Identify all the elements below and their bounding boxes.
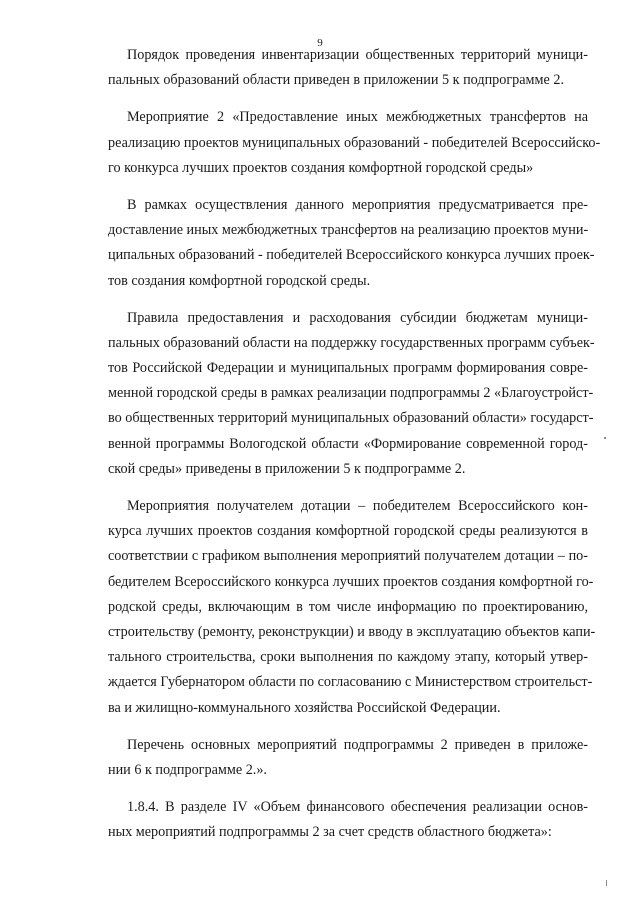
- text-line: пальных образований области на поддержку государственных программ субъек-: [108, 334, 595, 351]
- text-line: соответствии с графиком выполнения мероприятий получателем дотации – по-: [108, 548, 588, 565]
- paragraph: [108, 733, 588, 783]
- page-number: 9: [317, 37, 323, 49]
- paragraph: [108, 193, 595, 294]
- text-line: го конкурса лучших проектов создания комфортной городской среды»: [108, 159, 534, 176]
- text-line: ской среды» приведены в приложении 5 к подпрограмме 2.: [108, 460, 466, 477]
- text-line: В рамках осуществления данного мероприятия предусматривается пре-: [127, 196, 588, 213]
- text-line: Порядок проведения инвентаризации общественных территорий муници-: [127, 47, 588, 63]
- text-line: реализацию проектов муниципальных образований - победителей Всероссийско-: [108, 134, 601, 151]
- paragraph: [108, 494, 596, 721]
- paragraph: [108, 795, 588, 845]
- text-line: тов создания комфортной городской среды.: [108, 272, 371, 289]
- text-line: доставление иных межбюджетных трансфертов на реализацию проектов муни-: [108, 222, 589, 239]
- text-line: Мероприятия получателем дотации – победителем Всероссийского кон-: [127, 498, 588, 514]
- text-line: пальных образований области приведен в приложении 5 к подпрограмме 2.: [108, 72, 565, 89]
- text-line: бедителем Всероссийского конкурса лучших проектов создания комфортной го-: [108, 573, 594, 590]
- text-line: венной программы Вологодской области «Формирование современной город-: [108, 435, 588, 452]
- text-line: менной городской среды в рамках реализации подпрограммы 2 «Благоустройст-: [108, 385, 594, 402]
- text-line: Перечень основных мероприятий подпрограммы 2 приведен в приложе-: [127, 736, 588, 753]
- text-line: курса лучших проектов создания комфортной городской среды реализуются в: [108, 523, 588, 540]
- paragraph: [108, 306, 595, 482]
- text-line: родской среды, включающим в том числе информацию по проектированию,: [108, 598, 588, 615]
- text-line: ципальных образований - победителей Всероссийского конкурса лучших проек-: [108, 247, 595, 264]
- text-line: ждается Губернатором области по согласованию с Министерством строительст-: [108, 674, 593, 691]
- document-body: [108, 43, 601, 845]
- text-line: тов Российской Федерации и муниципальных программ формирования совре-: [108, 360, 588, 377]
- text-line: ва и жилищно-коммунального хозяйства Российской Федерации.: [108, 699, 501, 716]
- text-line: 1.8.4. В разделе IV «Объем финансового обеспечения реализации основ-: [127, 799, 588, 816]
- text-line: Правила предоставления и расходования субсидии бюджетам муници-: [127, 309, 588, 326]
- scan-speck: [604, 437, 606, 439]
- text-line: Мероприятие 2 «Предоставление иных межбюджетных трансфертов на: [127, 109, 588, 126]
- text-line: во общественных территорий муниципальных образований области» государст-: [108, 410, 594, 427]
- paragraph: [108, 105, 601, 181]
- text-line: тального строительства, сроки выполнения по каждому этапу, который утвер-: [108, 649, 588, 666]
- text-line: нии 6 к подпрограмме 2.».: [108, 761, 267, 778]
- scan-speck: [606, 880, 607, 886]
- text-line: строительству (ремонту, реконструкции) и вводу в эксплуатацию объектов капи-: [108, 623, 596, 640]
- text-line: ных мероприятий подпрограммы 2 за счет средств областного бюджета»:: [108, 824, 552, 841]
- paragraph: [108, 43, 588, 93]
